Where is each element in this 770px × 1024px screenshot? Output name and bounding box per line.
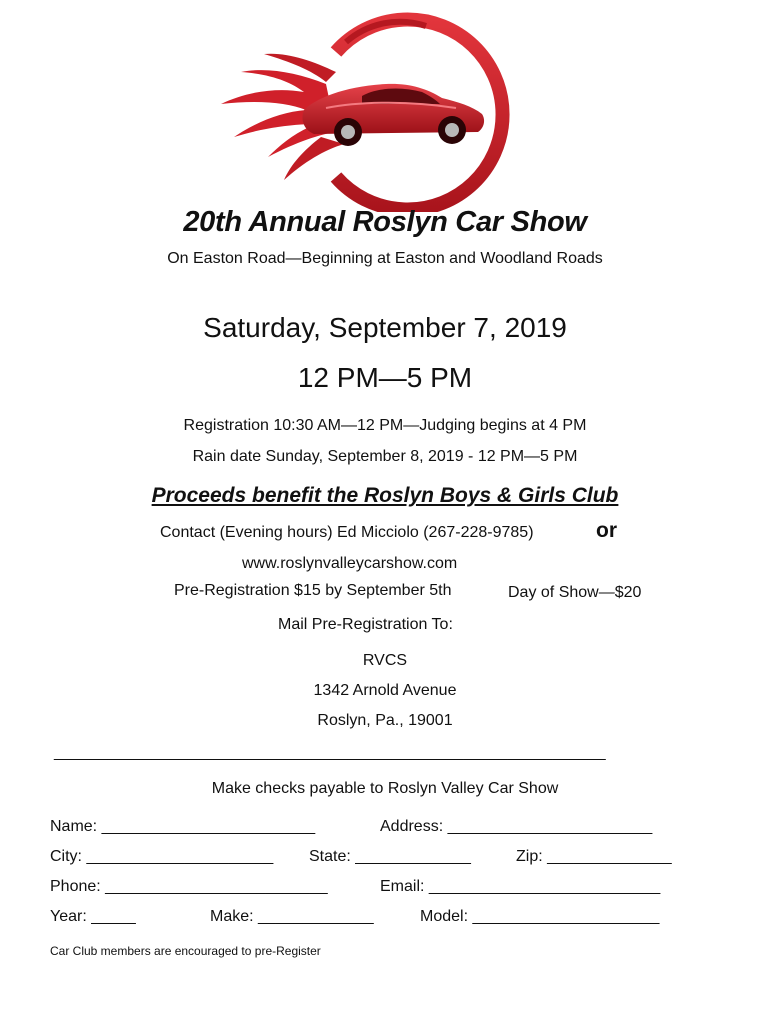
city-field[interactable]: City: _____________________: [50, 848, 274, 865]
address-line-1: RVCS: [362, 652, 408, 669]
flyer-title: 20th Annual Roslyn Car Show: [183, 206, 587, 238]
proceeds-line: Proceeds benefit the Roslyn Boys & Girls Club: [151, 484, 619, 507]
cut-line: ______________________________________________________________: [54, 744, 606, 761]
address-line-2: 1342 Arnold Avenue: [313, 682, 457, 699]
email-field[interactable]: Email: __________________________: [380, 878, 661, 895]
make-field[interactable]: Make: _____________: [210, 908, 374, 925]
year-field[interactable]: Year: _____: [50, 908, 136, 925]
contact-line: Contact (Evening hours) Ed Micciolo (267-228-9785): [160, 524, 534, 541]
state-field[interactable]: State: _____________: [309, 848, 471, 865]
event-time: 12 PM—5 PM: [297, 362, 473, 393]
zip-field[interactable]: Zip: ______________: [516, 848, 672, 865]
mail-to-label: Mail Pre-Registration To:: [278, 616, 453, 633]
car-show-logo-icon: [186, 12, 526, 212]
event-date: Saturday, September 7, 2019: [203, 312, 567, 343]
or-word: or: [596, 519, 617, 542]
footer-note: Car Club members are encouraged to pre-Register: [50, 944, 321, 958]
phone-field[interactable]: Phone: _________________________: [50, 878, 328, 895]
address-line-3: Roslyn, Pa., 19001: [317, 712, 453, 729]
pre-registration-price: Pre-Registration $15 by September 5th: [174, 582, 452, 599]
day-of-show-price: Day of Show—$20: [508, 584, 642, 601]
registration-line: Registration 10:30 AM—12 PM—Judging begins at 4 PM: [183, 417, 587, 434]
rain-date-line: Rain date Sunday, September 8, 2019 - 12 PM—5 PM: [192, 448, 578, 465]
website-link[interactable]: www.roslynvalleycarshow.com: [242, 555, 458, 572]
address-field[interactable]: Address: _______________________: [380, 818, 653, 835]
location-line: On Easton Road—Beginning at Easton and Woodland Roads: [167, 250, 603, 267]
checks-payable-line: Make checks payable to Roslyn Valley Car Show: [211, 780, 559, 797]
model-field[interactable]: Model: _____________________: [420, 908, 660, 925]
name-field[interactable]: Name: ________________________: [50, 818, 316, 835]
